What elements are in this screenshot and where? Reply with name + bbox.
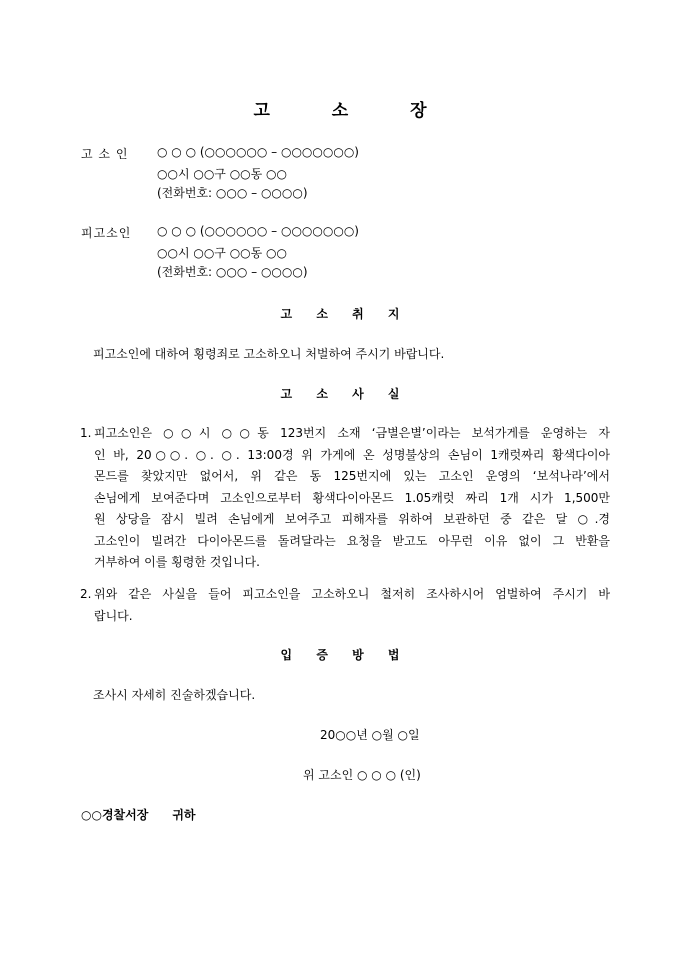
complainant-phone: (전화번호: ○○○ – ○○○○)	[157, 186, 308, 200]
accused-address: ○○시 ○○구 ○○동 ○○	[157, 246, 287, 260]
fact-item-line: 고소인이 빌려간 다이아몬드를 돌려달라는 요청을 받고도 아무런 이유 없이 그 반환을	[94, 533, 610, 548]
document-title: 고 소 장	[253, 101, 455, 121]
document-date: 20○○년 ○월 ○일	[320, 728, 420, 742]
accused-phone: (전화번호: ○○○ – ○○○○)	[157, 265, 308, 279]
accused-role-label: 피고소인	[81, 226, 132, 240]
fact-item-line: 거부하여 이를 횡령한 것입니다.	[94, 555, 260, 569]
complainant-role-label: 고 소 인	[81, 147, 129, 161]
facts-heading: 고 소 사 실	[280, 387, 410, 401]
fact-item-number: 1.	[80, 426, 92, 440]
evidence-heading: 입 증 방 법	[280, 648, 410, 662]
fact-item-1	[80, 423, 610, 574]
purpose-text: 피고소인에 대하여 횡령죄로 고소하오니 처벌하여 주시기 바랍니다.	[93, 347, 445, 361]
complainant-name-line: ○ ○ ○ (○○○○○○ – ○○○○○○○)	[157, 145, 359, 159]
addressee-office: ○○경찰서장	[81, 808, 149, 822]
evidence-text: 조사시 자세히 진술하겠습니다.	[93, 688, 256, 702]
accused-name-line: ○ ○ ○ (○○○○○○ – ○○○○○○○)	[157, 224, 359, 238]
fact-item-line: 손님에게 보여준다며 고소인으로부터 황색다이아몬드 1.05캐럿 짜리 1개 시가 1,500만	[94, 490, 610, 505]
fact-item-line: 피고소인은 ○○시 ○○동 123번지 소재 ‘금별은별’이라는 보석가게를 운영하는 자	[94, 426, 610, 440]
fact-item-line: 몬드를 찾았지만 없어서, 위 같은 동 125번지에 있는 고소인 운영의 ‘보석나라’에서	[94, 469, 610, 483]
fact-item-line: 위와 같은 사실을 들어 피고소인을 고소하오니 철저히 조사하시어 엄벌하여 주시기 바	[94, 587, 610, 601]
fact-item-line: 랍니다.	[94, 608, 133, 623]
addressee-honorific: 귀하	[172, 808, 196, 822]
fact-item-2	[80, 584, 610, 627]
purpose-heading: 고 소 취 지	[280, 307, 410, 321]
addressee	[81, 806, 196, 823]
fact-item-line: 인 바, 20○○. ○. ○. 13:00경 위 가게에 온 성명불상의 손님이 1캐럿짜리 황색다이아	[94, 447, 610, 462]
complainant-address: ○○시 ○○구 ○○동 ○○	[157, 167, 287, 181]
fact-item-number: 2.	[80, 587, 92, 601]
complainant-signature: 위 고소인 ○ ○ ○ (인)	[303, 768, 421, 782]
fact-item-line: 원 상당을 잠시 빌려 손님에게 보여주고 피해자를 위하여 보관하던 중 같은 달 ○.경	[94, 512, 610, 526]
